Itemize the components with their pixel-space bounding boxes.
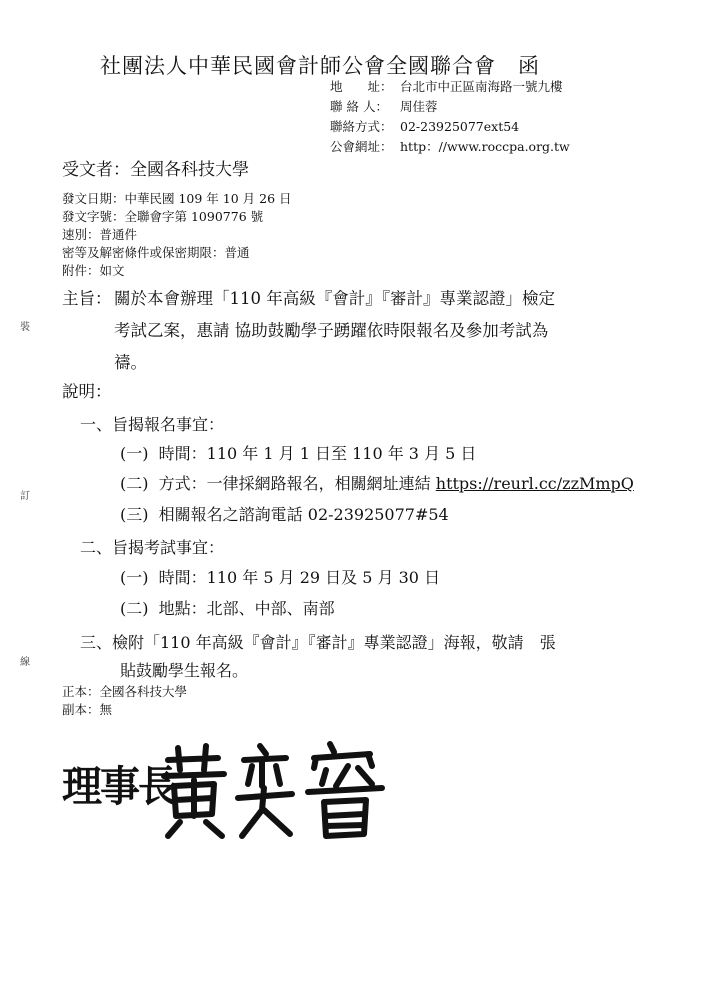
- recipient: 受文者：全國各科技大學: [62, 160, 249, 180]
- binding-mark-zhuang: 裝: [20, 322, 30, 333]
- subject-line-2: 考試乙案，惠請 協助鼓勵學子踴躍依時限報名及參加考試為: [114, 321, 549, 340]
- binding-mark-xian: 線: [20, 657, 30, 668]
- sender-address: 地 址： 台北市中正區南海路一號九樓: [330, 79, 563, 94]
- item-one-heading: 一、旨揭報名事宜：: [80, 415, 225, 434]
- subject-line-3: 禱。: [114, 353, 147, 372]
- copies: [62, 683, 187, 719]
- subject: [62, 283, 555, 372]
- subject-line-1: 關於本會辦理「110 年高級『會計』『審計』專業認證」檢定: [114, 289, 555, 308]
- meta-attachment: 附件：如文: [62, 263, 125, 278]
- sender-contact-person: 聯 絡 人： 周佳蓉: [330, 99, 438, 114]
- org-title: 社團法人中華民國會計師公會全國聯合會: [100, 54, 496, 78]
- meta-issue-date: 發文日期：中華民國 109 年 10 月 26 日: [62, 191, 292, 206]
- explanation-label: 說明：: [62, 382, 112, 401]
- signature-image: [158, 740, 398, 840]
- doc-type: 函: [518, 54, 540, 78]
- primary-copy: 正本：全國各科技大學: [62, 684, 188, 699]
- chairman-title: 理事長: [62, 761, 176, 812]
- item-two-b: (二) 地點：北部、中部、南部: [120, 599, 335, 618]
- secondary-copy: 副本：無: [62, 702, 113, 717]
- sender-website: 公會網址： http：//www.roccpa.org.tw: [330, 139, 570, 154]
- item-three-line-1: 三、檢附「110 年高級『會計』『審計』專業認證」海報，敬請 張: [80, 633, 556, 652]
- document-title: [100, 50, 540, 80]
- item-three-line-2: 貼鼓勵學生報名。: [120, 661, 249, 680]
- item-two-a: (一) 時間：110 年 5 月 29 日及 5 月 30 日: [120, 568, 441, 587]
- item-one-a: (一) 時間：110 年 1 月 1 日至 110 年 3 月 5 日: [120, 444, 477, 463]
- item-two-heading: 二、旨揭考試事宜：: [80, 538, 225, 557]
- sender-contact-method: 聯絡方式： 02-23925077ext54: [330, 119, 520, 134]
- binding-mark-ding: 訂: [20, 491, 30, 502]
- meta-secrecy: 密等及解密條件或保密期限：普通: [62, 245, 250, 260]
- registration-link[interactable]: https://reurl.cc/zzMmpQ: [435, 474, 634, 493]
- meta-speed: 速別：普通件: [62, 227, 138, 242]
- subject-label: 主旨：: [62, 289, 112, 308]
- item-one-b: (二) 方式：一律採網路報名，相關網址連結 https://reurl.cc/zzMmpQ: [120, 474, 634, 493]
- meta-issue-number: 發文字號：全聯會字第 1090776 號: [62, 209, 264, 224]
- item-one-c: (三) 相關報名之諮詢電話 02-23925077#54: [120, 505, 449, 524]
